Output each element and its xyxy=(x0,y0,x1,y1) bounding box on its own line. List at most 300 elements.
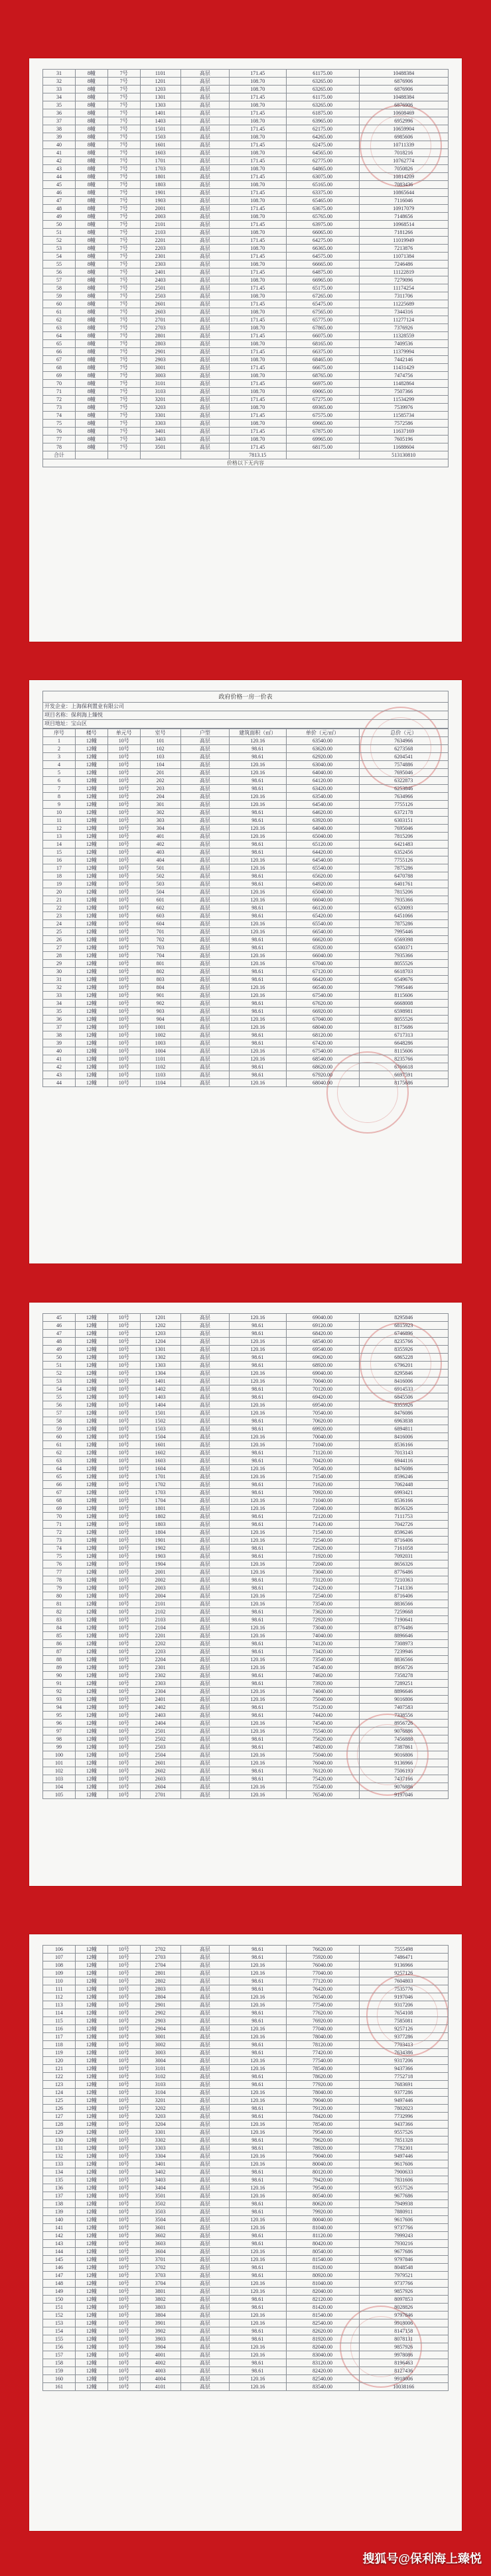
table-cell: 39 xyxy=(43,1039,76,1047)
table-cell: 10号 xyxy=(107,896,140,904)
table-cell: 10号 xyxy=(107,1584,140,1592)
table-cell: 6372178 xyxy=(359,809,448,817)
table-cell: 2303 xyxy=(140,261,180,268)
table-cell: 10号 xyxy=(107,2192,140,2200)
table-cell: 98.61 xyxy=(230,2073,287,2081)
table-row xyxy=(43,149,449,157)
table-cell: 142 xyxy=(43,2232,76,2240)
table-cell: 高层 xyxy=(180,2073,229,2081)
table-cell: 120.16 xyxy=(230,1727,287,1735)
table-cell: 79620.00 xyxy=(286,2137,359,2144)
table-cell: 8幢 xyxy=(75,396,107,404)
table-cell: 高层 xyxy=(180,2359,229,2367)
table-row xyxy=(43,1489,449,1497)
table-cell: 108.70 xyxy=(230,181,287,189)
table-cell: 高层 xyxy=(180,1314,229,1322)
table-cell: 3801 xyxy=(140,2288,180,2296)
table-cell: 12幢 xyxy=(75,1055,107,1063)
table-cell: 11174254 xyxy=(359,284,448,292)
table-cell: 9617606 xyxy=(359,2160,448,2168)
table-row xyxy=(43,1961,449,1969)
table-cell: 高层 xyxy=(180,1433,229,1441)
table-cell: 7号 xyxy=(107,229,140,237)
table-cell: 98.61 xyxy=(230,1362,287,1370)
table-cell: 10号 xyxy=(107,1735,140,1743)
table-cell: 44 xyxy=(43,1079,76,1087)
table-cell: 133 xyxy=(43,2160,76,2168)
table-cell: 103 xyxy=(140,753,180,761)
table-cell: 98.61 xyxy=(230,745,287,753)
table-cell: 12幢 xyxy=(75,2049,107,2057)
table-row xyxy=(43,1688,449,1696)
table-cell: 65920.00 xyxy=(286,944,359,952)
table-cell: 10号 xyxy=(107,1751,140,1759)
table-cell: 6500371 xyxy=(359,944,448,952)
table-cell: 10号 xyxy=(107,1393,140,1401)
table-cell: 12幢 xyxy=(75,1712,107,1720)
table-cell: 10号 xyxy=(107,2240,140,2248)
table-row xyxy=(43,1362,449,1370)
table-cell: 8776486 xyxy=(359,1568,448,1576)
table-cell: 108.70 xyxy=(230,404,287,412)
table-row xyxy=(43,1751,449,1759)
table-cell: 高层 xyxy=(180,1545,229,1552)
table-cell: 171.45 xyxy=(230,300,287,308)
table-cell: 108.70 xyxy=(230,78,287,86)
table-cell: 7930216 xyxy=(359,2240,448,2248)
table-cell: 120.16 xyxy=(230,896,287,904)
table-cell: 120.16 xyxy=(230,2351,287,2359)
table-cell: 63540.00 xyxy=(286,737,359,745)
table-cell: 12幢 xyxy=(75,777,107,785)
table-cell: 115 xyxy=(43,2017,76,2025)
table-row xyxy=(43,1497,449,1505)
table-cell: 高层 xyxy=(180,1696,229,1704)
table-cell: 8416006 xyxy=(359,1377,448,1385)
table-cell: 12幢 xyxy=(75,2137,107,2144)
table-cell: 10号 xyxy=(107,936,140,944)
table-cell: 120.16 xyxy=(230,2089,287,2097)
table-cell: 10号 xyxy=(107,2160,140,2168)
table-cell: 1901 xyxy=(140,1537,180,1545)
table-cell: 2501 xyxy=(140,1727,180,1735)
table-row xyxy=(43,1545,449,1552)
table-cell: 6273568 xyxy=(359,745,448,753)
table-row xyxy=(43,1720,449,1727)
table-cell: 高层 xyxy=(180,976,229,984)
table-cell: 1603 xyxy=(140,1457,180,1465)
table-row xyxy=(43,952,449,960)
table-cell: 10号 xyxy=(107,849,140,856)
table-cell: 12幢 xyxy=(75,1751,107,1759)
table-cell: 1702 xyxy=(140,1481,180,1489)
table-cell: 98.61 xyxy=(230,1767,287,1775)
table-cell: 7083436 xyxy=(359,181,448,189)
table-cell: 98.61 xyxy=(230,1576,287,1584)
table-cell: 67 xyxy=(43,1489,76,1497)
table-cell: 65540.00 xyxy=(286,864,359,872)
table-cell: 13 xyxy=(43,833,76,841)
table-cell: 3901 xyxy=(140,2319,180,2327)
table-cell: 61 xyxy=(43,308,76,316)
table-cell: 7535776 xyxy=(359,1985,448,1993)
table-cell: 8956726 xyxy=(359,1720,448,1727)
table-cell: 75540.00 xyxy=(286,1727,359,1735)
table-cell: 120.16 xyxy=(230,1969,287,1977)
table-cell: 高层 xyxy=(180,2208,229,2216)
table-cell: 高层 xyxy=(180,1688,229,1696)
table-row xyxy=(43,1735,449,1743)
table-cell: 3003 xyxy=(140,2049,180,2057)
table-cell: 3904 xyxy=(140,2343,180,2351)
table-cell: 12幢 xyxy=(75,2089,107,2097)
table-row xyxy=(43,332,449,340)
table-cell: 7号 xyxy=(107,436,140,443)
table-cell: 高层 xyxy=(180,1497,229,1505)
table-cell: 7634966 xyxy=(359,737,448,745)
table-cell: 7376926 xyxy=(359,324,448,332)
table-cell: 64565.00 xyxy=(286,149,359,157)
table-cell: 3503 xyxy=(140,2208,180,2216)
table-cell: 98.61 xyxy=(230,817,287,825)
table-cell: 67265.00 xyxy=(286,292,359,300)
table-cell: 74 xyxy=(43,1545,76,1552)
table-cell: 7号 xyxy=(107,324,140,332)
table-cell: 7999243 xyxy=(359,2232,448,2240)
table-cell: 73120.00 xyxy=(286,1576,359,1584)
table-cell: 67040.00 xyxy=(286,960,359,968)
table-cell: 2602 xyxy=(140,1767,180,1775)
table-cell: 64875.00 xyxy=(286,268,359,276)
table-cell: 高层 xyxy=(180,404,229,412)
table-cell: 6717313 xyxy=(359,1031,448,1039)
table-cell: 1903 xyxy=(140,197,180,205)
table-cell: 12幢 xyxy=(75,1767,107,1775)
table-cell: 122 xyxy=(43,2073,76,2081)
table-cell: 1001 xyxy=(140,1024,180,1031)
table-row xyxy=(43,308,449,316)
table-cell: 62 xyxy=(43,1449,76,1457)
table-row xyxy=(43,2240,449,2248)
table-cell: 8幢 xyxy=(75,173,107,181)
table-cell: 12幢 xyxy=(75,2001,107,2009)
table-cell: 12幢 xyxy=(75,2073,107,2081)
table-cell: 63375.00 xyxy=(286,189,359,197)
table-row xyxy=(43,2216,449,2224)
table-cell: 1303 xyxy=(140,101,180,109)
table-cell: 6876906 xyxy=(359,101,448,109)
table-cell: 120.16 xyxy=(230,1961,287,1969)
table-cell: 78540.00 xyxy=(286,2065,359,2073)
table-cell: 12幢 xyxy=(75,2152,107,2160)
table-cell: 7815206 xyxy=(359,833,448,841)
table-cell: 10号 xyxy=(107,2312,140,2319)
table-cell: 6470788 xyxy=(359,872,448,880)
table-cell: 高层 xyxy=(180,308,229,316)
table-cell: 98.61 xyxy=(230,1584,287,1592)
price-sheet-page-3 xyxy=(29,1303,462,1886)
table-cell: 6401761 xyxy=(359,880,448,888)
table-cell: 12幢 xyxy=(75,1775,107,1783)
table-cell: 78540.00 xyxy=(286,2121,359,2129)
table-cell: 120.16 xyxy=(230,1791,287,1799)
table-cell: 120.16 xyxy=(230,992,287,1000)
table-cell: 98.61 xyxy=(230,2367,287,2375)
table-cell: 15 xyxy=(43,849,76,856)
table-cell: 40 xyxy=(43,141,76,149)
table-cell: 2702 xyxy=(140,1946,180,1954)
table-cell: 120.16 xyxy=(230,1377,287,1385)
table-cell: 8幢 xyxy=(75,93,107,101)
table-cell: 76040.00 xyxy=(286,1961,359,1969)
table-cell: 61875.00 xyxy=(286,109,359,117)
table-cell: 97 xyxy=(43,1727,76,1735)
table-cell: 10号 xyxy=(107,2280,140,2288)
table-row xyxy=(43,1465,449,1473)
table-cell: 12幢 xyxy=(75,856,107,864)
table-cell: 12幢 xyxy=(75,2383,107,2391)
table-cell: 63620.00 xyxy=(286,745,359,753)
table-cell: 80120.00 xyxy=(286,2168,359,2176)
table-cell: 98.61 xyxy=(230,1008,287,1016)
table-row xyxy=(43,2017,449,2025)
table-cell: 1701 xyxy=(140,157,180,165)
table-cell: 98.61 xyxy=(230,1031,287,1039)
table-cell: 75040.00 xyxy=(286,1696,359,1704)
table-cell: 7号 xyxy=(107,197,140,205)
table-cell: 10号 xyxy=(107,1680,140,1688)
table-cell: 10号 xyxy=(107,2208,140,2216)
table-cell: 7289251 xyxy=(359,1680,448,1688)
table-cell: 8656326 xyxy=(359,1560,448,1568)
table-cell: 124 xyxy=(43,2089,76,2097)
table-cell: 2103 xyxy=(140,229,180,237)
table-cell: 118 xyxy=(43,2041,76,2049)
table-cell: 1803 xyxy=(140,1521,180,1529)
table-cell: 120.16 xyxy=(230,1632,287,1640)
table-cell: 高层 xyxy=(180,2383,229,2391)
table-cell: 48 xyxy=(43,205,76,213)
table-cell: 82040.00 xyxy=(286,2343,359,2351)
table-cell: 171.45 xyxy=(230,284,287,292)
table-row xyxy=(43,2105,449,2113)
table-cell: 10号 xyxy=(107,2288,140,2296)
table-cell: 94 xyxy=(43,1704,76,1712)
table-cell: 69040.00 xyxy=(286,1370,359,1377)
table-cell: 高层 xyxy=(180,1063,229,1071)
table-cell: 8幢 xyxy=(75,356,107,364)
table-cell: 2 xyxy=(43,745,76,753)
table-cell: 9016806 xyxy=(359,1751,448,1759)
table-cell: 7995446 xyxy=(359,984,448,992)
table-row xyxy=(43,1664,449,1672)
table-cell: 10号 xyxy=(107,1489,140,1497)
table-cell: 8776486 xyxy=(359,1624,448,1632)
table-cell: 2502 xyxy=(140,1735,180,1743)
table-cell: 46 xyxy=(43,189,76,197)
table-cell: 10号 xyxy=(107,2168,140,2176)
table-cell: 12幢 xyxy=(75,1497,107,1505)
table-cell: 98.61 xyxy=(230,872,287,880)
table-row xyxy=(43,1417,449,1425)
table-cell: 117 xyxy=(43,2033,76,2041)
table-cell: 8055526 xyxy=(359,1016,448,1024)
table-cell: 1301 xyxy=(140,93,180,101)
table-cell: 高层 xyxy=(180,1047,229,1055)
table-cell: 高层 xyxy=(180,1648,229,1656)
table-cell: 7号 xyxy=(107,117,140,125)
table-cell: 71 xyxy=(43,1521,76,1529)
table-cell: 404 xyxy=(140,856,180,864)
table-cell: 2503 xyxy=(140,1743,180,1751)
table-cell: 12幢 xyxy=(75,1720,107,1727)
table-cell: 8956726 xyxy=(359,1664,448,1672)
table-cell: 50 xyxy=(43,1354,76,1362)
table-cell: 7号 xyxy=(107,173,140,181)
table-cell: 68540.00 xyxy=(286,1338,359,1346)
table-cell: 78420.00 xyxy=(286,2113,359,2121)
table-cell: 12幢 xyxy=(75,1401,107,1409)
table-cell: 高层 xyxy=(180,372,229,380)
table-cell: 1903 xyxy=(140,1552,180,1560)
table-cell: 12幢 xyxy=(75,2200,107,2208)
table-cell: 120.16 xyxy=(230,1314,287,1322)
table-cell: 高层 xyxy=(180,443,229,451)
table-cell: 4002 xyxy=(140,2359,180,2367)
table-cell: 高层 xyxy=(180,2017,229,2025)
table-cell: 7755126 xyxy=(359,801,448,809)
table-cell: 21 xyxy=(43,896,76,904)
table-cell: 69620.00 xyxy=(286,1354,359,1362)
table-cell: 3603 xyxy=(140,2240,180,2248)
table-cell: 126 xyxy=(43,2105,76,2113)
table-cell: 12幢 xyxy=(75,1016,107,1024)
table-cell: 108.70 xyxy=(230,261,287,268)
table-cell: 7号 xyxy=(107,133,140,141)
table-cell: 73 xyxy=(43,404,76,412)
table-row xyxy=(43,2033,449,2041)
table-cell: 高层 xyxy=(180,1720,229,1727)
table-cell: 108.70 xyxy=(230,436,287,443)
table-cell: 70 xyxy=(43,380,76,388)
table-cell: 8幢 xyxy=(75,165,107,173)
table-cell: 12幢 xyxy=(75,1314,107,1322)
table-cell: 12幢 xyxy=(75,1791,107,1799)
table-cell: 120.16 xyxy=(230,1696,287,1704)
table-cell: 31 xyxy=(43,976,76,984)
table-cell: 10号 xyxy=(107,912,140,920)
table-cell: 64120.00 xyxy=(286,777,359,785)
table-cell: 76120.00 xyxy=(286,1767,359,1775)
table-cell: 7507366 xyxy=(359,388,448,396)
table-cell: 1703 xyxy=(140,165,180,173)
table-cell: 7831606 xyxy=(359,2176,448,2184)
table-row xyxy=(43,912,449,920)
table-cell: 171.45 xyxy=(230,316,287,324)
table-cell: 171.45 xyxy=(230,253,287,261)
table-cell: 12幢 xyxy=(75,809,107,817)
table-row xyxy=(43,1985,449,1993)
table-cell: 7 xyxy=(43,785,76,793)
table-cell: 77420.00 xyxy=(286,2049,359,2057)
table-cell: 66965.00 xyxy=(286,276,359,284)
table-cell: 1003 xyxy=(140,1039,180,1047)
table-cell: 高层 xyxy=(180,2113,229,2121)
table-cell: 120.16 xyxy=(230,928,287,936)
table-cell: 51 xyxy=(43,1362,76,1370)
table-cell: 7092031 xyxy=(359,1552,448,1560)
table-cell: 12幢 xyxy=(75,1489,107,1497)
table-cell: 12幢 xyxy=(75,952,107,960)
table-row xyxy=(43,420,449,428)
table-cell: 75540.00 xyxy=(286,1783,359,1791)
table-cell: 701 xyxy=(140,928,180,936)
table-cell: 6451066 xyxy=(359,912,448,920)
table-cell: 67420.00 xyxy=(286,1039,359,1047)
table-cell: 60 xyxy=(43,1433,76,1441)
table-cell: 2903 xyxy=(140,356,180,364)
table-cell: 高层 xyxy=(180,428,229,436)
table-cell: 10号 xyxy=(107,2057,140,2065)
table-cell: 高层 xyxy=(180,2121,229,2129)
table-cell: 12幢 xyxy=(75,2312,107,2319)
table-cell: 10号 xyxy=(107,2121,140,2129)
table-cell: 高层 xyxy=(180,1362,229,1370)
table-cell: 76 xyxy=(43,1560,76,1568)
table-cell: 71040.00 xyxy=(286,1441,359,1449)
table-cell: 7161058 xyxy=(359,1545,448,1552)
table-cell: 98.61 xyxy=(230,2232,287,2240)
table-cell: 8幢 xyxy=(75,78,107,86)
table-cell: 68465.00 xyxy=(286,356,359,364)
table-row xyxy=(43,1071,449,1079)
table-cell: 3 xyxy=(43,753,76,761)
table-cell: 71120.00 xyxy=(286,1449,359,1457)
table-cell: 高层 xyxy=(180,1552,229,1560)
table-cell: 10号 xyxy=(107,2001,140,2009)
table-cell: 1203 xyxy=(140,1330,180,1338)
table-cell: 71540.00 xyxy=(286,1473,359,1481)
table-cell: 120.16 xyxy=(230,1497,287,1505)
table-row xyxy=(43,2312,449,2319)
table-cell: 12幢 xyxy=(75,1977,107,1985)
table-cell: 80040.00 xyxy=(286,2216,359,2224)
table-cell: 3301 xyxy=(140,412,180,420)
table-cell: 8078131 xyxy=(359,2335,448,2343)
table-cell: 3602 xyxy=(140,2232,180,2240)
table-cell: 高层 xyxy=(180,1513,229,1521)
table-cell: 10 xyxy=(43,809,76,817)
table-row xyxy=(43,157,449,165)
table-cell: 69040.00 xyxy=(286,1314,359,1322)
table-cell: 10号 xyxy=(107,825,140,833)
table-cell: 11277124 xyxy=(359,316,448,324)
table-cell: 高层 xyxy=(180,141,229,149)
table-row xyxy=(43,141,449,149)
table-cell: 高层 xyxy=(180,888,229,896)
table-cell: 66040.00 xyxy=(286,896,359,904)
table-cell: 70920.00 xyxy=(286,1489,359,1497)
table-cell: 7号 xyxy=(107,213,140,221)
table-cell: 6253846 xyxy=(359,785,448,793)
table-cell: 7605196 xyxy=(359,436,448,443)
table-cell: 92 xyxy=(43,1688,76,1696)
table-cell: 69965.00 xyxy=(286,436,359,443)
table-cell: 98.61 xyxy=(230,1481,287,1489)
table-cell: 98.61 xyxy=(230,1946,287,1954)
table-cell: 171.45 xyxy=(230,364,287,372)
table-cell: 高层 xyxy=(180,2129,229,2137)
